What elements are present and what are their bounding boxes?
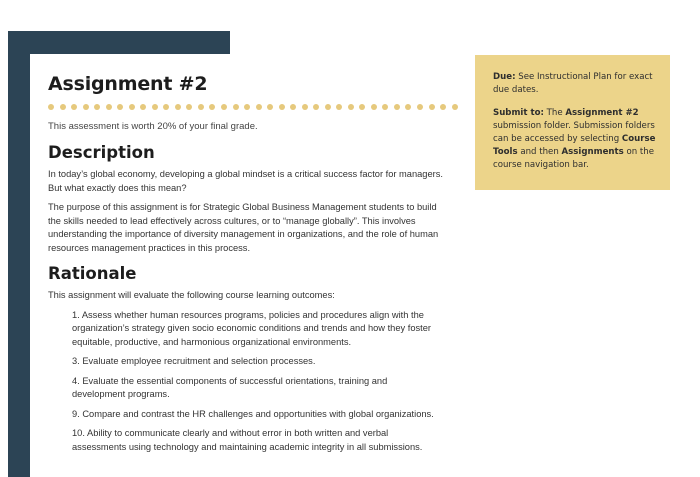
divider-dot bbox=[256, 104, 262, 110]
divider-dot bbox=[117, 104, 123, 110]
submit-folder-name: Assignment #2 bbox=[565, 108, 639, 118]
page-title: Assignment #2 bbox=[48, 73, 208, 95]
learning-outcome: 1. Assess whether human resources programs, policies and procedures align with the organization’s strategy given socio economic conditions and trends and how they foster equitable, productive, and harmonious organizational environments. bbox=[72, 309, 432, 347]
divider-dot bbox=[429, 104, 435, 110]
description-heading: Description bbox=[48, 143, 155, 162]
submit-text: The bbox=[543, 108, 566, 118]
divider-dot bbox=[152, 104, 158, 110]
divider-dot bbox=[198, 104, 204, 110]
learning-outcome: 3. Evaluate employee recruitment and selection processes. bbox=[72, 356, 316, 366]
dotted-divider bbox=[48, 104, 458, 112]
divider-dot bbox=[313, 104, 319, 110]
description-paragraph: The purpose of this assignment is for Strategic Global Business Management students to build the skills needed to lead effectively across cultures, or to “manage globally”. This involves understanding the importance of diversity management in organizations, and the role of human resources management practices in this process. bbox=[48, 202, 439, 253]
divider-dot bbox=[233, 104, 239, 110]
assignments-label: Assignments bbox=[561, 147, 624, 157]
divider-dot bbox=[302, 104, 308, 110]
divider-dot bbox=[106, 104, 112, 110]
divider-dot bbox=[186, 104, 192, 110]
divider-dot bbox=[60, 104, 66, 110]
divider-dot bbox=[175, 104, 181, 110]
due-note bbox=[493, 71, 660, 97]
course-tools-label: Course Tools bbox=[493, 134, 656, 157]
divider-dot bbox=[417, 104, 423, 110]
divider-dot bbox=[290, 104, 296, 110]
learning-outcome: 4. Evaluate the essential components of successful orientations, training and development programs. bbox=[72, 375, 388, 399]
divider-dot bbox=[267, 104, 273, 110]
learning-outcome: 9. Compare and contrast the HR challenges and opportunities with global organizations. bbox=[72, 408, 434, 419]
divider-dot bbox=[279, 104, 285, 110]
submit-label: Submit to: bbox=[493, 108, 544, 118]
divider-dot bbox=[129, 104, 135, 110]
divider-dot bbox=[440, 104, 446, 110]
divider-dot bbox=[244, 104, 250, 110]
due-text: See Instructional Plan for exact due dates. bbox=[493, 72, 653, 95]
divider-dot bbox=[94, 104, 100, 110]
divider-dot bbox=[394, 104, 400, 110]
submit-text: on the course navigation bar. bbox=[493, 147, 655, 170]
learning-outcomes-list bbox=[72, 309, 442, 455]
divider-dot bbox=[163, 104, 169, 110]
divider-dot bbox=[325, 104, 331, 110]
divider-dot bbox=[452, 104, 458, 110]
divider-dot bbox=[336, 104, 342, 110]
submit-text: and then bbox=[517, 147, 562, 157]
due-submission-callout bbox=[475, 55, 670, 190]
rationale-heading: Rationale bbox=[48, 264, 137, 283]
rationale-intro: This assignment will evaluate the following course learning outcomes: bbox=[48, 290, 335, 300]
due-label: Due: bbox=[493, 72, 516, 82]
divider-dot bbox=[48, 104, 54, 110]
grade-note: This assessment is worth 20% of your final grade. bbox=[48, 121, 258, 132]
submit-note bbox=[493, 107, 660, 172]
divider-dot bbox=[209, 104, 215, 110]
description-paragraph: In today’s global economy, developing a global mindset is a critical success factor for managers. But what exactly does this mean? bbox=[48, 169, 443, 193]
learning-outcome: 10. Ability to communicate clearly and without error in both written and verbal assessments using technology and maintaining academic integrity in all submissions. bbox=[72, 428, 423, 452]
divider-dot bbox=[371, 104, 377, 110]
divider-dot bbox=[83, 104, 89, 110]
divider-dot bbox=[71, 104, 77, 110]
assignment-content bbox=[30, 54, 462, 477]
divider-dot bbox=[359, 104, 365, 110]
divider-dot bbox=[221, 104, 227, 110]
divider-dot bbox=[348, 104, 354, 110]
divider-dot bbox=[405, 104, 411, 110]
divider-dot bbox=[382, 104, 388, 110]
divider-dot bbox=[140, 104, 146, 110]
submit-text: submission folder. Submission folders can be accessed by selecting bbox=[493, 121, 655, 144]
